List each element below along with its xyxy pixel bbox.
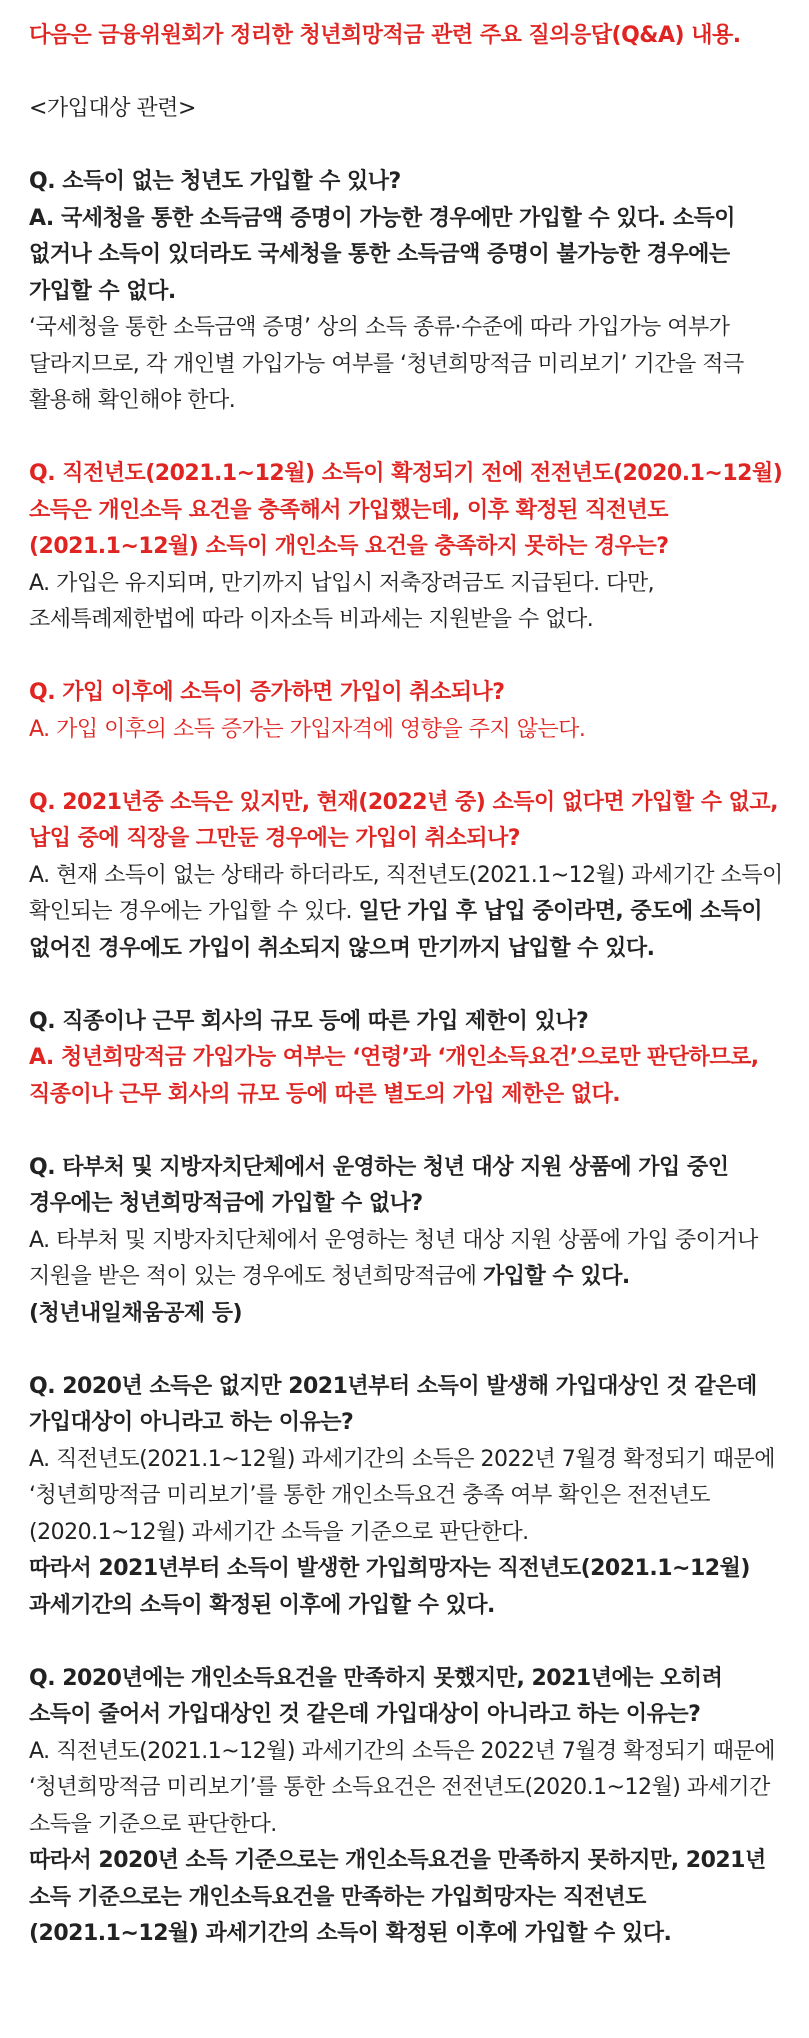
qa-item — [29, 164, 787, 420]
answer-note: ‘국세청을 통한 소득금액 증명’ 상의 소득 종류·수준에 따라 가입가능 여부가 달라지므로, 각 개인별 가입가능 여부를 ‘청년희망적금 미리보기’ 기간을 적극 활용해 확인해야 한다. — [29, 315, 744, 413]
answer-bold: 가입할 수 있다. — [483, 1264, 630, 1289]
qa-item — [29, 1661, 787, 1953]
answer: A. 가입은 유지되며, 만기까지 납입시 저축장려금도 지급된다. 다만, 조세특례제한법에 따라 이자소득 비과세는 지원받을 수 없다. — [29, 570, 655, 632]
qa-item — [29, 675, 787, 748]
section-title: <가입대상 관련> — [29, 96, 196, 121]
answer: A. 국세청을 통한 소득금액 증명이 가능한 경우에만 가입할 수 있다. 소득이 없거나 소득이 있더라도 국세청을 통한 소득금액 증명이 불가능한 경우에는 가입할 수 없다. — [29, 205, 736, 304]
question: Q. 2020년에는 개인소득요건을 만족하지 못했지만, 2021년에는 오히려 소득이 줄어서 가입대상인 것 같은데 가입대상이 아니라고 하는 이유는? — [29, 1665, 723, 1727]
question: Q. 2021년중 소득은 있지만, 현재(2022년 중) 소득이 없다면 가입할 수 없고, 납입 중에 직장을 그만둔 경우에는 가입이 취소되나? — [29, 789, 778, 851]
question: Q. 가입 이후에 소득이 증가하면 가입이 취소되나? — [29, 680, 505, 705]
answer-conclusion: 따라서 2021년부터 소득이 발생한 가입희망자는 직전년도(2021.1~12월) 과세기간의 소득이 확정된 이후에 가입할 수 있다. — [29, 1556, 750, 1618]
qa-item — [29, 1150, 787, 1333]
question: Q. 직전년도(2021.1~12월) 소득이 확정되기 전에 전전년도(2020.1~12월) 소득은 개인소득 요건을 충족해서 가입했는데, 이후 확정된 직전년도(2021.1~12월) 소득이 개인소득 요건을 충족하지 못하는 경우는? — [29, 461, 783, 559]
question: Q. 타부처 및 지방자치단체에서 운영하는 청년 대상 지원 상품에 가입 중인 경우에는 청년희망적금에 가입할 수 없나? — [29, 1154, 729, 1216]
answer: A. 청년희망적금 가입가능 여부는 ‘연령’과 ‘개인소득요건’으로만 판단하므로, 직종이나 근무 회사의 규모 등에 따른 별도의 가입 제한은 없다. — [29, 1045, 759, 1107]
question: Q. 소득이 없는 청년도 가입할 수 있나? — [29, 169, 401, 194]
answer: A. 직전년도(2021.1~12월) 과세기간의 소득은 2022년 7월경 확정되기 때문에 ‘청년희망적금 미리보기’를 통한 개인소득요건 충족 여부 확인은 전전년도(2020.1~12월) 과세기간 소득을 기준으로 판단한다. — [29, 1446, 775, 1545]
answer-conclusion: 따라서 2020년 소득 기준으로는 개인소득요건을 만족하지 못하지만, 2021년 소득 기준으로는 개인소득요건을 만족하는 가입희망자는 직전년도(2021.1~12월) 과세기간의 소득이 확정된 이후에 가입할 수 있다. — [29, 1848, 766, 1946]
qa-item — [29, 1004, 787, 1114]
answer — [29, 1223, 787, 1296]
answer-bold: 일단 가입 후 납입 중이라면, 중도에 소득이 없어진 경우에도 가입이 취소되지 않으며 만기까지 납입할 수 있다. — [29, 899, 763, 961]
intro-paragraph: 다음은 금융위원회가 정리한 청년희망적금 관련 주요 질의응답(Q&A) 내용. — [29, 23, 741, 48]
qa-item — [29, 785, 787, 968]
qa-item — [29, 1369, 787, 1625]
answer — [29, 858, 787, 968]
answer-plain: A. 현재 소득이 없는 상태라 하더라도, 직전년도(2021.1~12월) 과세기간 소득이 확인되는 경우에는 가입할 수 있다. — [29, 862, 783, 924]
answer-plain: A. 타부처 및 지방자치단체에서 운영하는 청년 대상 지원 상품에 가입 중이거나 지원을 받은 적이 있는 경우에도 청년희망적금에 — [29, 1227, 758, 1289]
qa-item — [29, 456, 787, 639]
answer: A. 가입 이후의 소득 증가는 가입자격에 영향을 주지 않는다. — [29, 716, 586, 742]
question: Q. 직종이나 근무 회사의 규모 등에 따른 가입 제한이 있나? — [29, 1008, 589, 1034]
answer-note: (청년내일채움공제 등) — [29, 1300, 243, 1326]
question: Q. 2020년 소득은 없지만 2021년부터 소득이 발생해 가입대상인 것 같은데 가입대상이 아니라고 하는 이유는? — [29, 1373, 757, 1435]
answer: A. 직전년도(2021.1~12월) 과세기간의 소득은 2022년 7월경 확정되기 때문에 ‘청년희망적금 미리보기’를 통한 소득요건은 전전년도(2020.1~12월) 과세기간 소득을 기준으로 판단한다. — [29, 1738, 775, 1837]
